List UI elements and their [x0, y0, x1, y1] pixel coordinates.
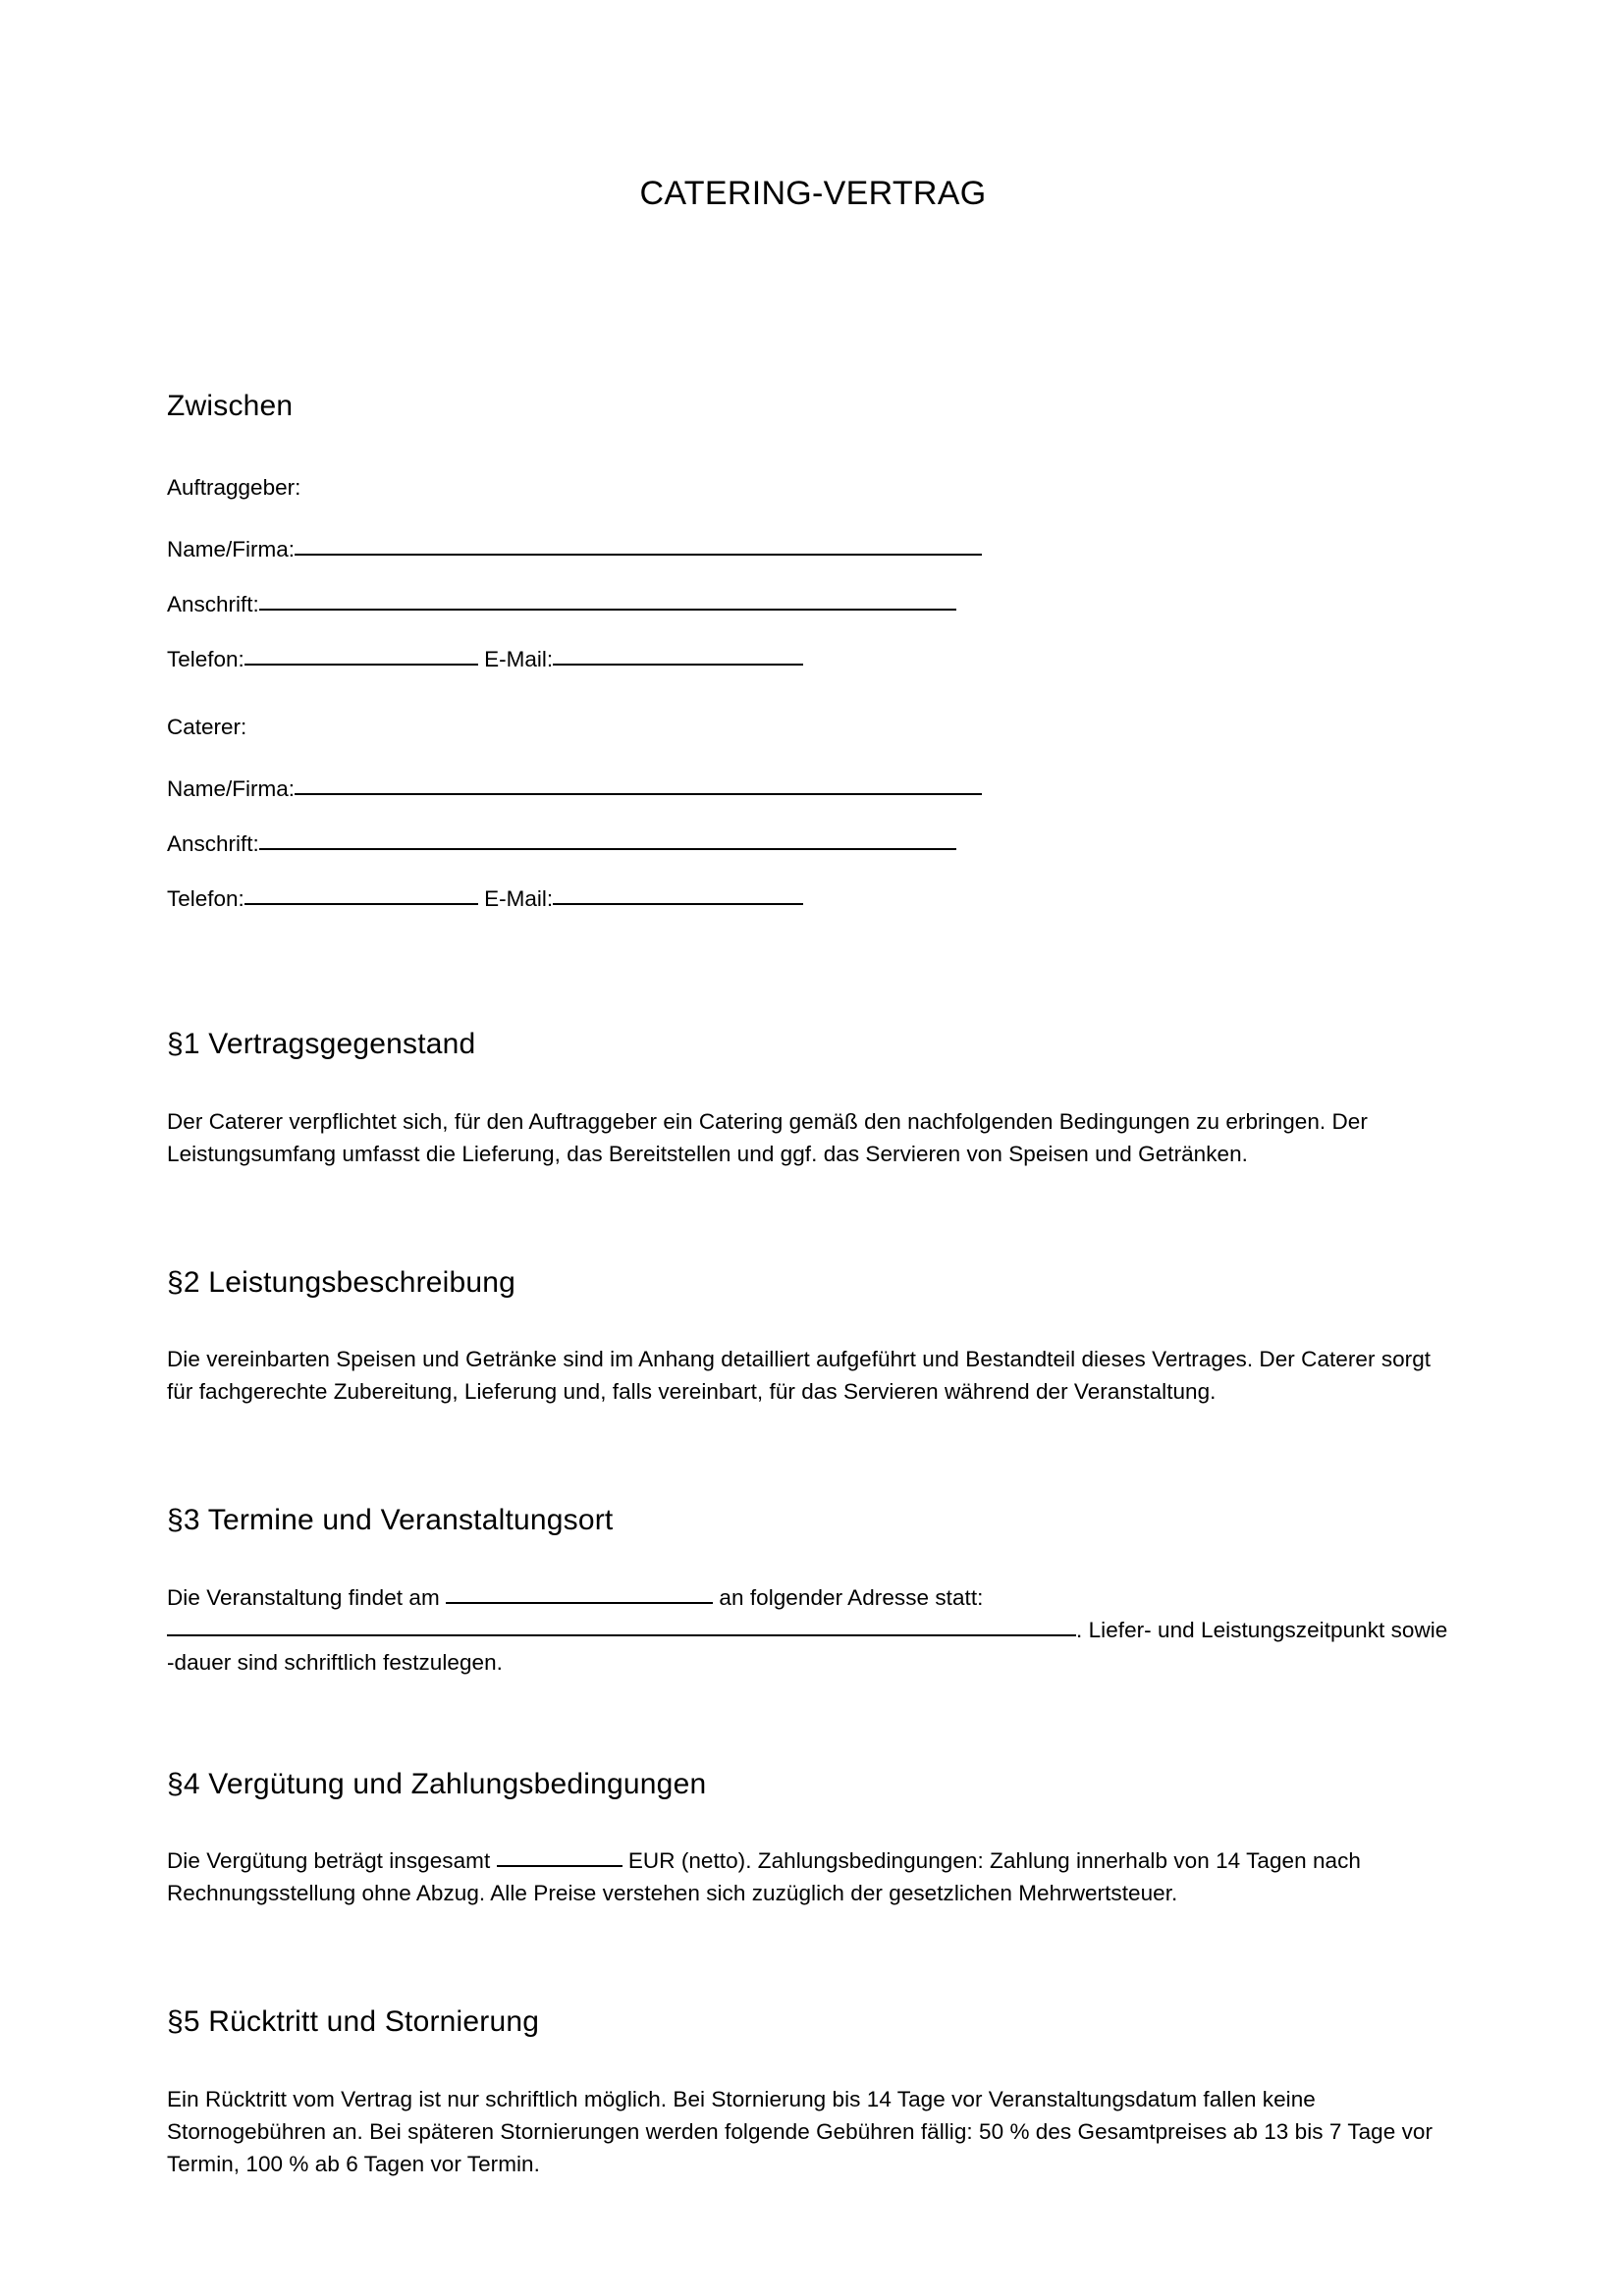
client-name-row [167, 533, 1459, 565]
caterer-email-label: E-Mail: [484, 886, 554, 912]
section-2-body: Die vereinbarten Speisen und Getränke sind im Anhang detailliert aufgeführt und Bestandteil dieses Vertrages. Der Caterer sorgt für fachgerechte Zubereitung, Lieferung und, falls vereinbart, für das Servieren während der Veranstaltung. [167, 1347, 1432, 1405]
caterer-phone-label: Telefon: [167, 886, 244, 912]
parties-heading: Zwischen [167, 389, 294, 422]
section-5-heading: §5 Rücktritt und Stornierung [167, 2005, 540, 2039]
section-1 [167, 1026, 1459, 1170]
section-3-text-before-date: Die Veranstaltung findet am [167, 1584, 440, 1610]
client-contact-row [167, 643, 1459, 675]
client-phone-label: Telefon: [167, 647, 244, 672]
spacer [167, 1472, 1459, 1502]
section-3-text-after-date: an folgender Adresse statt: [719, 1584, 984, 1610]
caterer-name-label: Name/Firma: [167, 776, 296, 802]
event-date-input[interactable] [446, 1583, 713, 1604]
spacer [167, 860, 1459, 882]
spacer [167, 805, 1459, 828]
spacer [167, 1063, 1459, 1105]
section-4-text-after-amount: EUR (netto). Zahlungsbedingungen: Zahlung innerhalb von 14 Tagen nach Rechnungsstellung ohne Abzug. Alle Preise verstehen sich zuzüglich der gesetzlichen Mehrwertsteuer. [167, 1848, 1361, 1906]
section-2-heading: §2 Leistungsbeschreibung [167, 1265, 516, 1299]
section-3-text-tail: . Liefer- und Leistungszeitpunkt sowie -dauer sind schriftlich festzulegen. [167, 1617, 1448, 1675]
spacer [167, 1235, 1459, 1264]
spacer [167, 1408, 1459, 1472]
client-name-label: Name/Firma: [167, 537, 296, 562]
spacer [167, 1539, 1459, 1581]
spacer [167, 1301, 1459, 1343]
spacer [167, 915, 1459, 980]
client-role-label: Auftraggeber: [167, 475, 301, 501]
client-address-row [167, 588, 1459, 620]
spacer [167, 424, 1459, 471]
caterer-role-label: Caterer: [167, 715, 247, 740]
caterer-contact-row [167, 882, 1459, 915]
caterer-address-row [167, 828, 1459, 860]
spacer [167, 743, 1459, 773]
client-address-label: Anschrift: [167, 592, 259, 617]
spacer [167, 1802, 1459, 1844]
section-2 [167, 1264, 1459, 1409]
spacer [167, 620, 1459, 643]
client-block [167, 471, 1459, 675]
event-address-input[interactable] [167, 1616, 1076, 1636]
client-phone-input[interactable] [244, 645, 478, 666]
client-email-label: E-Mail: [484, 647, 554, 672]
section-3-heading: §3 Termine und Veranstaltungsort [167, 1504, 614, 1537]
caterer-address-input[interactable] [259, 829, 956, 850]
client-address-input[interactable] [259, 590, 956, 611]
spacer [167, 2041, 1459, 2083]
client-email-input[interactable] [553, 645, 803, 666]
section-5 [167, 2003, 1459, 2180]
section-4-heading: §4 Vergütung und Zahlungsbedingungen [167, 1767, 707, 1800]
spacer [167, 1974, 1459, 2003]
page-title: CATERING-VERTRAG [639, 175, 987, 212]
spacer [167, 980, 1459, 1026]
caterer-name-row [167, 773, 1459, 805]
caterer-phone-input[interactable] [244, 884, 478, 905]
section-4-body [167, 1844, 1459, 1909]
section-1-body: Der Caterer verpflichtet sich, für den Auftraggeber ein Catering gemäß den nachfolgenden Bedingungen zu erbringen. Der Leistungsumfang umfasst die Lieferung, das Bereitstellen und ggf. das Servieren von Speisen und Getränken. [167, 1108, 1368, 1166]
document-content [167, 0, 1459, 2180]
section-3-body [167, 1581, 1459, 1679]
spacer [167, 675, 1459, 711]
caterer-address-label: Anschrift: [167, 831, 259, 857]
spacer [167, 1909, 1459, 1974]
section-5-body: Ein Rücktritt vom Vertrag ist nur schriftlich möglich. Bei Stornierung bis 14 Tage vor Veranstaltungsdatum fallen keine Stornogebühren an. Bei späteren Stornierungen werden folgende Gebühren fällig: 50 % des Gesamtpreises ab 13 bis 7 Tage vor Termin, 100 % ab 6 Tagen vor Termin. [167, 2086, 1434, 2176]
caterer-block [167, 711, 1459, 915]
section-1-heading: §1 Vertragsgegenstand [167, 1028, 476, 1061]
spacer [167, 1743, 1459, 1766]
client-name-input[interactable] [295, 535, 982, 556]
spacer [167, 1170, 1459, 1235]
spacer [167, 565, 1459, 588]
spacer [167, 504, 1459, 533]
caterer-name-input[interactable] [295, 774, 982, 795]
section-4 [167, 1766, 1459, 1910]
section-4-text-before-amount: Die Vergütung beträgt insgesamt [167, 1848, 491, 1874]
section-3 [167, 1502, 1459, 1679]
total-amount-input[interactable] [497, 1846, 623, 1867]
caterer-email-input[interactable] [553, 884, 803, 905]
spacer [167, 1679, 1459, 1743]
